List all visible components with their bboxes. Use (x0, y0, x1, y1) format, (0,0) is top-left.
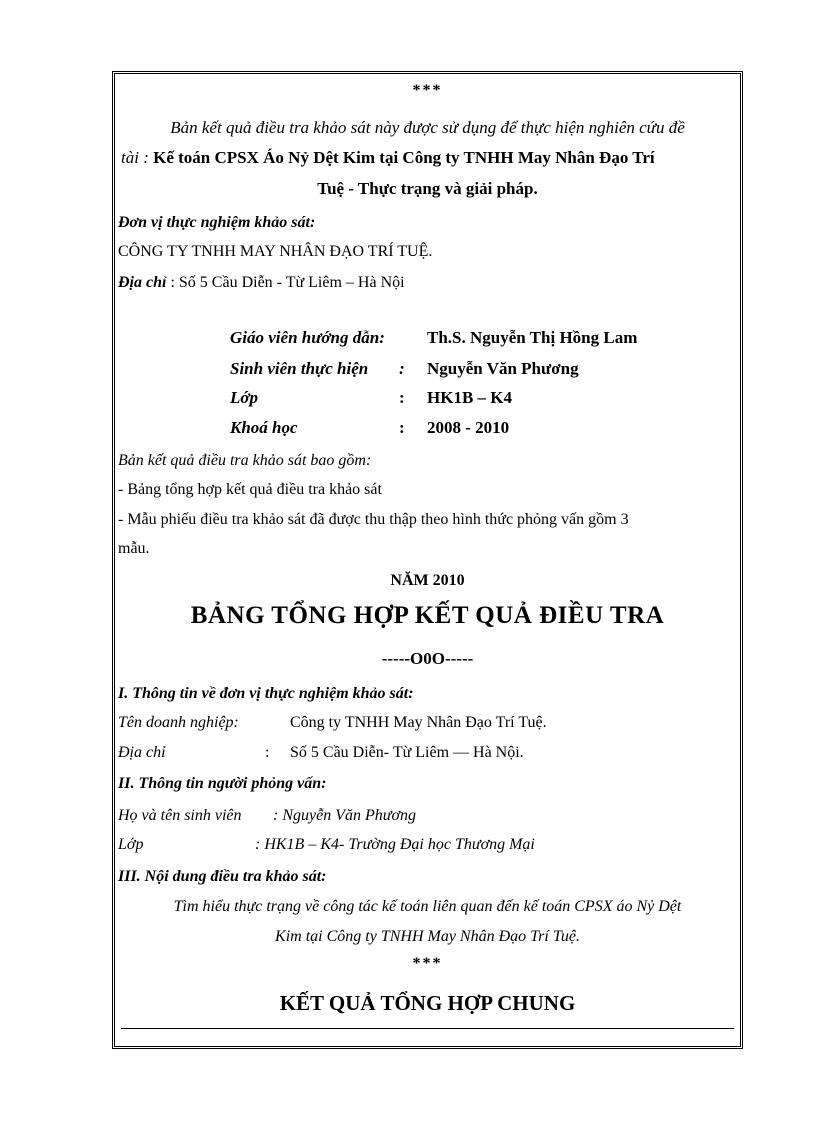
address-value: : Số 5 Cầu Diễn - Từ Liêm – Hà Nội (166, 274, 405, 291)
address2-colon: : (265, 744, 270, 761)
advisor-label: Giáo viên hướng dẫn: (230, 328, 385, 347)
class-label-2: Lớp (118, 836, 144, 853)
class-value: HK1B – K4 (427, 388, 513, 407)
student-value: Nguyễn Văn Phương (427, 359, 579, 378)
address-label: Địa chỉ (118, 274, 167, 291)
course-value: 2008 - 2010 (427, 418, 510, 437)
intro-line-1: Bản kết quả điều tra khảo sát này được sử dụng để thực hiện nghiên cứu đề (170, 118, 685, 137)
bullet-summary-table: - Bảng tổng hợp kết quả điều tra khảo sát (118, 481, 382, 498)
company-name-upper: CÔNG TY TNHH MAY NHÂN ĐẠO TRÍ TUỆ. (118, 243, 433, 260)
address2-label: Địa chỉ (118, 744, 166, 761)
bottom-rule (121, 1028, 734, 1029)
main-title: BẢNG TỔNG HỢP KẾT QUẢ ĐIỀU TRA (190, 602, 665, 629)
class-value-2: : HK1B – K4- Trường Đại học Thương Mại (255, 836, 535, 853)
class-colon: : (399, 388, 405, 407)
address2-value: Số 5 Cầu Diễn- Từ Liêm — Hà Nội. (290, 744, 524, 761)
result-title: KẾT QUẢ TỔNG HỢP CHUNG (279, 991, 576, 1015)
top-stars: *** (412, 82, 443, 99)
intro-line-2 (121, 148, 655, 168)
class-label: Lớp (230, 388, 259, 407)
section-2-heading: II. Thông tin người phỏng vấn: (118, 775, 327, 792)
section-1-heading: I. Thông tin về đơn vị thực nghiệm khảo sát: (118, 685, 414, 702)
section-3-heading: III. Nội dung điều tra khảo sát: (118, 868, 327, 885)
page-frame (112, 71, 743, 1049)
bullet-survey-forms: - Mẫu phiếu điều tra khảo sát đã được thu thập theo hình thức phỏng vấn gồm 3 (118, 511, 629, 528)
bottom-stars: *** (412, 955, 443, 972)
enterprise-label: Tên doanh nghiệp: (118, 714, 239, 731)
course-label: Khoá học (230, 418, 298, 437)
unit-heading: Đơn vị thực nghiệm khảo sát: (118, 214, 316, 231)
advisor-value: Th.S. Nguyễn Thị Hồng Lam (427, 328, 638, 347)
year-label: NĂM 2010 (390, 572, 465, 589)
student-colon: : (399, 359, 405, 378)
project-title-part-3: - Thực trạng và giải pháp. (344, 179, 538, 198)
course-colon: : (399, 418, 405, 437)
content-line-2: Kim tại Công ty TNHH May Nhân Đạo Trí Tuệ. (275, 928, 580, 945)
enterprise-value: Công ty TNHH May Nhân Đạo Trí Tuệ. (290, 714, 547, 731)
student-label: Sinh viên thực hiện (230, 359, 369, 378)
includes-heading: Bản kết quả điều tra khảo sát bao gồm: (118, 452, 372, 469)
project-title-part-1: Kế toán CPSX Áo Nỷ Dệt Kim tại Công ty TNHH May Nhân Đạo Trí (153, 148, 655, 167)
intro-line-2-prefix: tài : (121, 148, 154, 167)
intro-line-3 (115, 179, 740, 199)
content-line-1: Tìm hiểu thực trạng về công tác kế toán liên quan đến kế toán CPSX áo Nỷ Dệt (173, 898, 682, 915)
address-line (118, 274, 405, 292)
bullet-survey-forms-cont: mẫu. (118, 540, 150, 557)
ornament: -----O0O----- (381, 649, 474, 668)
student-name-value: : Nguyễn Văn Phương (273, 807, 417, 824)
project-title-part-2: Tuệ (317, 179, 345, 198)
student-name-label: Họ và tên sinh viên (118, 807, 242, 824)
